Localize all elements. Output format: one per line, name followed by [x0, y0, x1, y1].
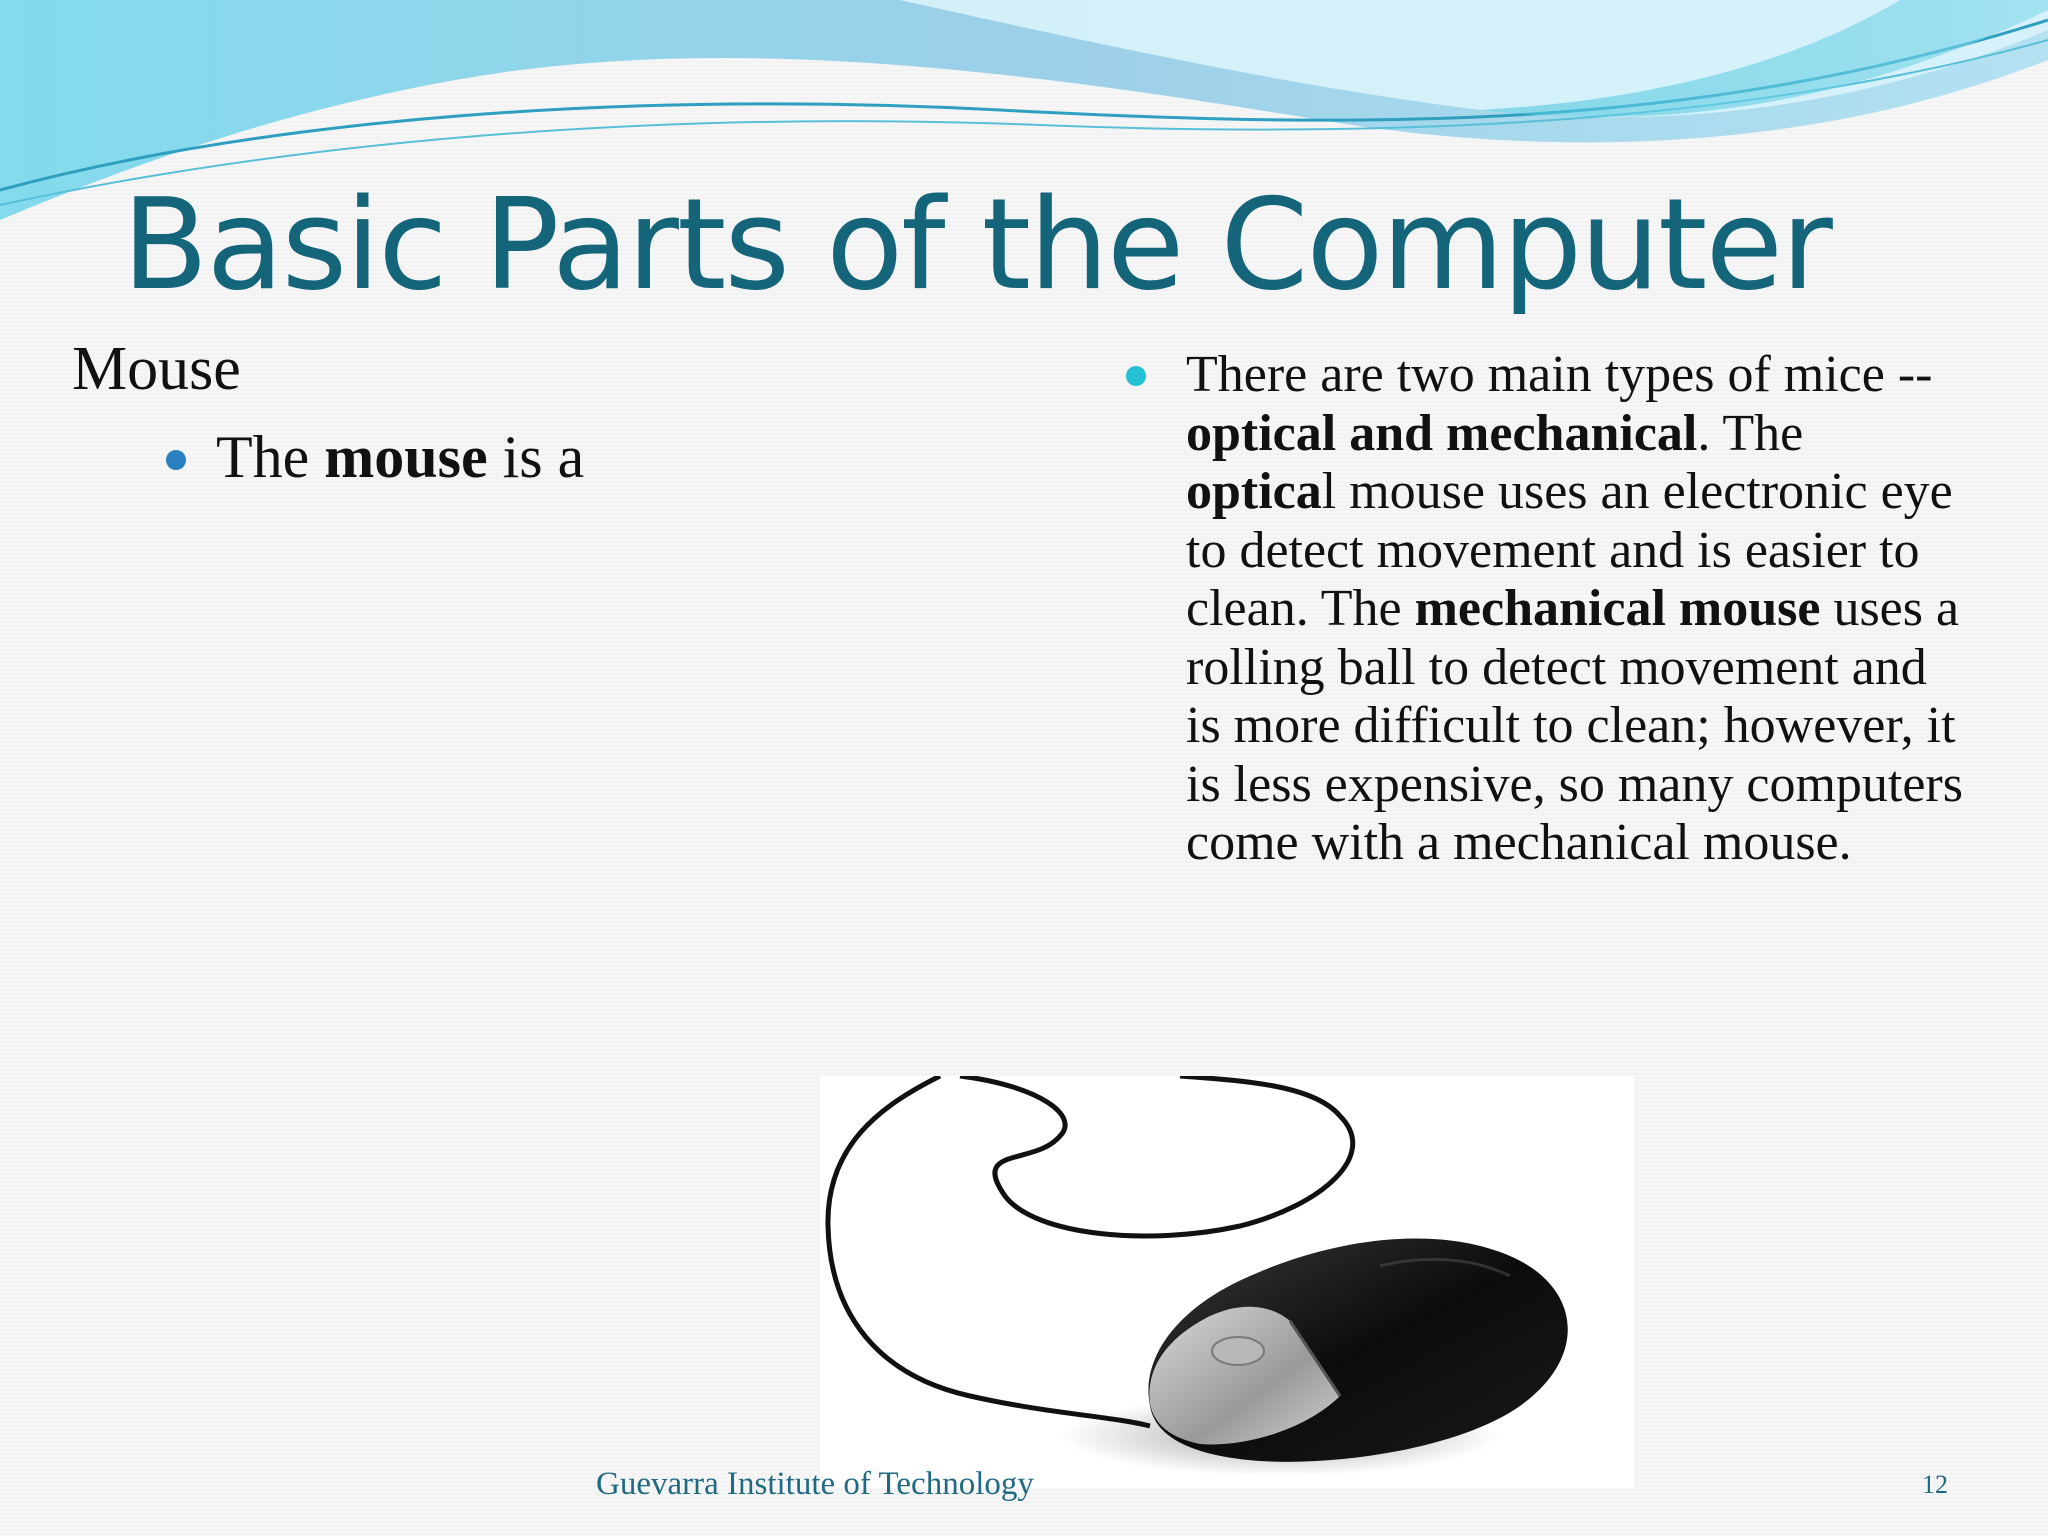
footer-institution: Guevarra Institute of Technology: [596, 1466, 1034, 1502]
para-seg-3: optica: [1186, 463, 1322, 520]
section-heading-mouse: Mouse: [72, 335, 241, 403]
left-bullet-text: [164, 420, 584, 494]
mouse-types-paragraph: [1186, 346, 1966, 873]
slide-title: Basic Parts of the Computer: [122, 171, 1831, 318]
bullet-dot-icon: [1126, 366, 1146, 386]
page-number: 12: [1922, 1470, 1948, 1499]
para-seg-4: l mouse uses an electronic eye to detect movement and is easier to clean. The: [1186, 463, 1953, 637]
para-seg-1: optical and mechanical: [1186, 404, 1698, 462]
para-seg-2: . The: [1697, 404, 1804, 462]
para-seg-0: There are two main types of mice --: [1186, 346, 1933, 403]
mouse-icon: [820, 1076, 1634, 1488]
para-seg-5: mechanical mouse: [1414, 580, 1821, 637]
left-bullet-post: is a: [487, 424, 585, 490]
left-bullet-pre: The: [216, 424, 325, 490]
para-seg-6: uses a rolling ball to detect movement and is more difficult to clean; however, it is less expensive, so many computers come with a mechanical mouse.: [1186, 580, 1963, 871]
mouse-photo: [820, 1076, 1634, 1488]
left-bullet-bold: mouse: [324, 424, 488, 490]
